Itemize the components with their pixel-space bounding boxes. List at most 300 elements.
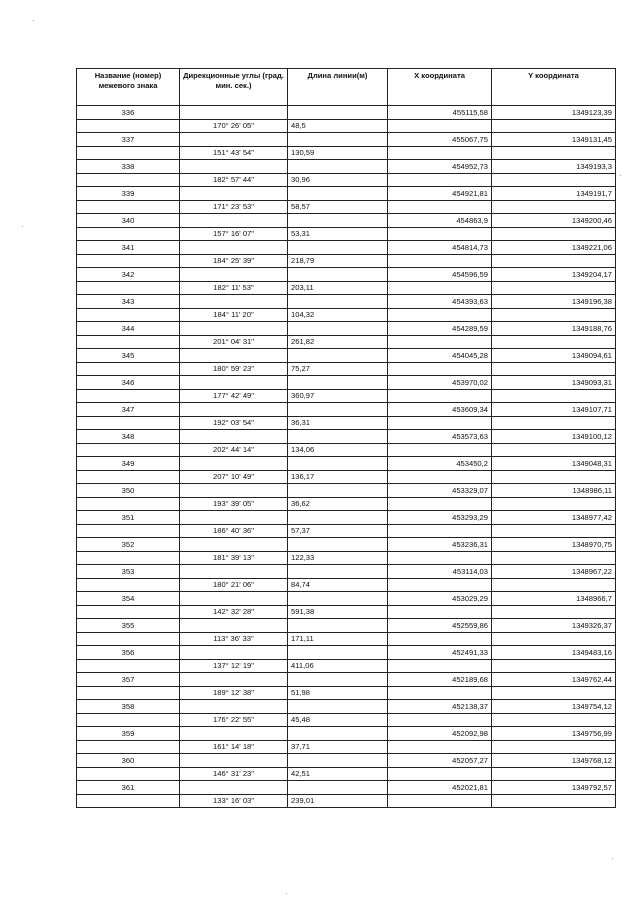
x-coordinate-cell: 453114,03 xyxy=(388,565,492,579)
marker-name-cell: 359 xyxy=(77,727,180,741)
line-length-cell: 171,11 xyxy=(288,632,388,646)
empty-cell xyxy=(77,362,180,376)
empty-cell xyxy=(492,389,616,403)
line-length-cell: 130,59 xyxy=(288,146,388,160)
point-row xyxy=(77,781,616,795)
line-length-cell: 218,79 xyxy=(288,254,388,268)
x-coordinate-cell: 453236,31 xyxy=(388,538,492,552)
empty-cell xyxy=(77,551,180,565)
empty-cell xyxy=(492,740,616,754)
empty-cell xyxy=(288,322,388,336)
empty-cell xyxy=(180,754,288,768)
empty-cell xyxy=(180,592,288,606)
line-length-cell: 591,38 xyxy=(288,605,388,619)
y-coordinate-cell: 1349483,16 xyxy=(492,646,616,660)
point-row xyxy=(77,187,616,201)
marker-name-cell: 353 xyxy=(77,565,180,579)
empty-cell xyxy=(388,686,492,700)
marker-name-cell: 348 xyxy=(77,430,180,444)
y-coordinate-cell: 1349762,44 xyxy=(492,673,616,687)
empty-cell xyxy=(388,713,492,727)
header-x-coordinate: X координата xyxy=(388,69,492,106)
empty-cell xyxy=(180,700,288,714)
marker-name-cell: 339 xyxy=(77,187,180,201)
empty-cell xyxy=(388,308,492,322)
marker-name-cell: 354 xyxy=(77,592,180,606)
x-coordinate-cell: 455115,58 xyxy=(388,106,492,120)
empty-cell xyxy=(388,605,492,619)
empty-cell xyxy=(180,403,288,417)
empty-cell xyxy=(180,322,288,336)
empty-cell xyxy=(288,349,388,363)
y-coordinate-cell: 1349768,12 xyxy=(492,754,616,768)
segment-row xyxy=(77,686,616,700)
empty-cell xyxy=(288,484,388,498)
segment-row xyxy=(77,605,616,619)
marker-name-cell: 341 xyxy=(77,241,180,255)
direction-angle-cell: 184° 11' 20" xyxy=(180,308,288,322)
marker-name-cell: 360 xyxy=(77,754,180,768)
empty-cell xyxy=(77,281,180,295)
marker-name-cell: 345 xyxy=(77,349,180,363)
point-row xyxy=(77,214,616,228)
empty-cell xyxy=(492,551,616,565)
empty-cell xyxy=(288,565,388,579)
empty-cell xyxy=(288,403,388,417)
point-row xyxy=(77,106,616,120)
empty-cell xyxy=(492,470,616,484)
empty-cell xyxy=(180,619,288,633)
empty-cell xyxy=(77,794,180,808)
segment-row xyxy=(77,578,616,592)
empty-cell xyxy=(180,376,288,390)
segment-row xyxy=(77,335,616,349)
segment-row xyxy=(77,443,616,457)
direction-angle-cell: 176° 22' 55" xyxy=(180,713,288,727)
segment-row xyxy=(77,497,616,511)
segment-row xyxy=(77,767,616,781)
x-coordinate-cell: 454596,59 xyxy=(388,268,492,282)
empty-cell xyxy=(288,646,388,660)
marker-name-cell: 357 xyxy=(77,673,180,687)
line-length-cell: 136,17 xyxy=(288,470,388,484)
x-coordinate-cell: 453293,29 xyxy=(388,511,492,525)
marker-name-cell: 337 xyxy=(77,133,180,147)
marker-name-cell: 352 xyxy=(77,538,180,552)
empty-cell xyxy=(388,632,492,646)
empty-cell xyxy=(288,673,388,687)
point-row xyxy=(77,349,616,363)
empty-cell xyxy=(77,227,180,241)
point-row xyxy=(77,619,616,633)
empty-cell xyxy=(288,106,388,120)
x-coordinate-cell: 452021,81 xyxy=(388,781,492,795)
segment-row xyxy=(77,281,616,295)
direction-angle-cell: 202° 44' 14" xyxy=(180,443,288,457)
x-coordinate-cell: 453609,34 xyxy=(388,403,492,417)
direction-angle-cell: 184° 25' 39" xyxy=(180,254,288,268)
empty-cell xyxy=(180,268,288,282)
empty-cell xyxy=(388,551,492,565)
x-coordinate-cell: 454393,63 xyxy=(388,295,492,309)
empty-cell xyxy=(77,740,180,754)
empty-cell xyxy=(492,227,616,241)
direction-angle-cell: 146° 31' 23" xyxy=(180,767,288,781)
empty-cell xyxy=(77,200,180,214)
x-coordinate-cell: 452138,37 xyxy=(388,700,492,714)
y-coordinate-cell: 1349191,7 xyxy=(492,187,616,201)
point-row xyxy=(77,565,616,579)
line-length-cell: 411,06 xyxy=(288,659,388,673)
empty-cell xyxy=(77,389,180,403)
empty-cell xyxy=(77,146,180,160)
coordinates-sheet xyxy=(76,68,615,808)
empty-cell xyxy=(180,646,288,660)
x-coordinate-cell: 454814,73 xyxy=(388,241,492,255)
x-coordinate-cell: 452559,86 xyxy=(388,619,492,633)
empty-cell xyxy=(77,497,180,511)
empty-cell xyxy=(180,727,288,741)
line-length-cell: 51,98 xyxy=(288,686,388,700)
line-length-cell: 36,62 xyxy=(288,497,388,511)
empty-cell xyxy=(288,376,388,390)
empty-cell xyxy=(492,497,616,511)
segment-row xyxy=(77,524,616,538)
empty-cell xyxy=(288,160,388,174)
marker-name-cell: 358 xyxy=(77,700,180,714)
y-coordinate-cell: 1349188,76 xyxy=(492,322,616,336)
y-coordinate-cell: 1348966,7 xyxy=(492,592,616,606)
line-length-cell: 203,11 xyxy=(288,281,388,295)
point-row xyxy=(77,376,616,390)
empty-cell xyxy=(180,133,288,147)
line-length-cell: 261,82 xyxy=(288,335,388,349)
point-row xyxy=(77,403,616,417)
empty-cell xyxy=(492,146,616,160)
empty-cell xyxy=(77,470,180,484)
x-coordinate-cell: 452189,68 xyxy=(388,673,492,687)
segment-row xyxy=(77,146,616,160)
empty-cell xyxy=(492,308,616,322)
direction-angle-cell: 182° 11' 53" xyxy=(180,281,288,295)
segment-row xyxy=(77,632,616,646)
empty-cell xyxy=(492,767,616,781)
x-coordinate-cell: 452092,98 xyxy=(388,727,492,741)
marker-name-cell: 342 xyxy=(77,268,180,282)
table-body xyxy=(77,106,616,808)
point-row xyxy=(77,484,616,498)
segment-row xyxy=(77,119,616,133)
x-coordinate-cell: 455067,75 xyxy=(388,133,492,147)
empty-cell xyxy=(180,457,288,471)
line-length-cell: 134,06 xyxy=(288,443,388,457)
point-row xyxy=(77,133,616,147)
empty-cell xyxy=(180,538,288,552)
empty-cell xyxy=(77,578,180,592)
header-direction-angle: Дирекционные углы (град. мин. сек.) xyxy=(180,69,288,106)
segment-row xyxy=(77,362,616,376)
y-coordinate-cell: 1348970,75 xyxy=(492,538,616,552)
point-row xyxy=(77,592,616,606)
empty-cell xyxy=(180,565,288,579)
empty-cell xyxy=(388,497,492,511)
empty-cell xyxy=(77,119,180,133)
point-row xyxy=(77,727,616,741)
empty-cell xyxy=(180,295,288,309)
empty-cell xyxy=(77,524,180,538)
empty-cell xyxy=(180,484,288,498)
y-coordinate-cell: 1349754,12 xyxy=(492,700,616,714)
direction-angle-cell: 180° 59' 23" xyxy=(180,362,288,376)
empty-cell xyxy=(288,754,388,768)
empty-cell xyxy=(388,254,492,268)
segment-row xyxy=(77,173,616,187)
direction-angle-cell: 171° 23' 53" xyxy=(180,200,288,214)
y-coordinate-cell: 1349107,71 xyxy=(492,403,616,417)
y-coordinate-cell: 1349756,99 xyxy=(492,727,616,741)
direction-angle-cell: 186° 40' 36" xyxy=(180,524,288,538)
empty-cell xyxy=(388,281,492,295)
segment-row xyxy=(77,416,616,430)
x-coordinate-cell: 454921,81 xyxy=(388,187,492,201)
segment-row xyxy=(77,254,616,268)
empty-cell xyxy=(180,349,288,363)
line-length-cell: 122,33 xyxy=(288,551,388,565)
marker-name-cell: 351 xyxy=(77,511,180,525)
empty-cell xyxy=(77,308,180,322)
empty-cell xyxy=(288,133,388,147)
x-coordinate-cell: 452057,27 xyxy=(388,754,492,768)
line-length-cell: 84,74 xyxy=(288,578,388,592)
y-coordinate-cell: 1349123,39 xyxy=(492,106,616,120)
empty-cell xyxy=(288,619,388,633)
scan-speck xyxy=(286,893,287,894)
empty-cell xyxy=(77,659,180,673)
segment-row xyxy=(77,389,616,403)
empty-cell xyxy=(77,632,180,646)
y-coordinate-cell: 1349193,3 xyxy=(492,160,616,174)
x-coordinate-cell: 453329,07 xyxy=(388,484,492,498)
y-coordinate-cell: 1349200,46 xyxy=(492,214,616,228)
point-row xyxy=(77,511,616,525)
x-coordinate-cell: 453970,02 xyxy=(388,376,492,390)
empty-cell xyxy=(77,605,180,619)
table-header-row xyxy=(77,69,616,106)
y-coordinate-cell: 1349100,12 xyxy=(492,430,616,444)
empty-cell xyxy=(288,214,388,228)
segment-row xyxy=(77,227,616,241)
direction-angle-cell: 207° 10' 49" xyxy=(180,470,288,484)
empty-cell xyxy=(180,187,288,201)
empty-cell xyxy=(77,686,180,700)
y-coordinate-cell: 1349131,45 xyxy=(492,133,616,147)
y-coordinate-cell: 1349048,31 xyxy=(492,457,616,471)
line-length-cell: 36,31 xyxy=(288,416,388,430)
empty-cell xyxy=(388,470,492,484)
header-line-length: Длина линии(м) xyxy=(288,69,388,106)
marker-name-cell: 338 xyxy=(77,160,180,174)
empty-cell xyxy=(77,173,180,187)
empty-cell xyxy=(288,727,388,741)
marker-name-cell: 361 xyxy=(77,781,180,795)
empty-cell xyxy=(492,632,616,646)
segment-row xyxy=(77,470,616,484)
boundary-coordinates-table xyxy=(76,68,616,808)
direction-angle-cell: 180° 21' 06" xyxy=(180,578,288,592)
empty-cell xyxy=(288,295,388,309)
header-marker-name: Название (номер) межевого знака xyxy=(77,69,180,106)
marker-name-cell: 350 xyxy=(77,484,180,498)
marker-name-cell: 356 xyxy=(77,646,180,660)
marker-name-cell: 343 xyxy=(77,295,180,309)
y-coordinate-cell: 1349093,31 xyxy=(492,376,616,390)
line-length-cell: 42,51 xyxy=(288,767,388,781)
direction-angle-cell: 161° 14' 18" xyxy=(180,740,288,754)
empty-cell xyxy=(180,430,288,444)
empty-cell xyxy=(388,416,492,430)
x-coordinate-cell: 453573,63 xyxy=(388,430,492,444)
empty-cell xyxy=(288,187,388,201)
empty-cell xyxy=(492,794,616,808)
empty-cell xyxy=(288,700,388,714)
point-row xyxy=(77,700,616,714)
x-coordinate-cell: 454289,59 xyxy=(388,322,492,336)
empty-cell xyxy=(388,389,492,403)
direction-angle-cell: 192° 03' 54" xyxy=(180,416,288,430)
empty-cell xyxy=(388,146,492,160)
segment-row xyxy=(77,740,616,754)
line-length-cell: 58,57 xyxy=(288,200,388,214)
empty-cell xyxy=(288,430,388,444)
y-coordinate-cell: 1349792,57 xyxy=(492,781,616,795)
empty-cell xyxy=(388,335,492,349)
empty-cell xyxy=(180,106,288,120)
empty-cell xyxy=(492,605,616,619)
empty-cell xyxy=(492,578,616,592)
segment-row xyxy=(77,659,616,673)
empty-cell xyxy=(288,781,388,795)
scan-speck xyxy=(22,226,23,227)
marker-name-cell: 346 xyxy=(77,376,180,390)
x-coordinate-cell: 453029,29 xyxy=(388,592,492,606)
direction-angle-cell: 113° 36' 33" xyxy=(180,632,288,646)
marker-name-cell: 344 xyxy=(77,322,180,336)
empty-cell xyxy=(388,659,492,673)
point-row xyxy=(77,754,616,768)
point-row xyxy=(77,295,616,309)
empty-cell xyxy=(288,538,388,552)
x-coordinate-cell: 452491,33 xyxy=(388,646,492,660)
line-length-cell: 360,97 xyxy=(288,389,388,403)
line-length-cell: 75,27 xyxy=(288,362,388,376)
scan-speck xyxy=(33,20,34,21)
empty-cell xyxy=(388,362,492,376)
empty-cell xyxy=(77,767,180,781)
segment-row xyxy=(77,713,616,727)
empty-cell xyxy=(77,713,180,727)
empty-cell xyxy=(288,268,388,282)
empty-cell xyxy=(492,200,616,214)
line-length-cell: 48,5 xyxy=(288,119,388,133)
direction-angle-cell: 142° 32' 28" xyxy=(180,605,288,619)
empty-cell xyxy=(492,713,616,727)
direction-angle-cell: 157° 16' 07" xyxy=(180,227,288,241)
line-length-cell: 53,31 xyxy=(288,227,388,241)
marker-name-cell: 347 xyxy=(77,403,180,417)
empty-cell xyxy=(180,511,288,525)
scan-speck xyxy=(620,175,621,176)
empty-cell xyxy=(492,686,616,700)
x-coordinate-cell: 454952,73 xyxy=(388,160,492,174)
direction-angle-cell: 182° 57' 44" xyxy=(180,173,288,187)
empty-cell xyxy=(492,524,616,538)
empty-cell xyxy=(180,781,288,795)
empty-cell xyxy=(180,673,288,687)
y-coordinate-cell: 1348977,42 xyxy=(492,511,616,525)
direction-angle-cell: 151° 43' 54" xyxy=(180,146,288,160)
empty-cell xyxy=(388,740,492,754)
direction-angle-cell: 189° 12' 38" xyxy=(180,686,288,700)
empty-cell xyxy=(388,794,492,808)
direction-angle-cell: 181° 39' 13" xyxy=(180,551,288,565)
segment-row xyxy=(77,200,616,214)
empty-cell xyxy=(288,511,388,525)
line-length-cell: 104,32 xyxy=(288,308,388,322)
empty-cell xyxy=(492,173,616,187)
empty-cell xyxy=(388,524,492,538)
marker-name-cell: 336 xyxy=(77,106,180,120)
marker-name-cell: 340 xyxy=(77,214,180,228)
direction-angle-cell: 170° 26' 05" xyxy=(180,119,288,133)
marker-name-cell: 355 xyxy=(77,619,180,633)
line-length-cell: 239,01 xyxy=(288,794,388,808)
line-length-cell: 30,96 xyxy=(288,173,388,187)
empty-cell xyxy=(77,416,180,430)
empty-cell xyxy=(492,416,616,430)
direction-angle-cell: 201° 04' 31" xyxy=(180,335,288,349)
direction-angle-cell: 193° 39' 05" xyxy=(180,497,288,511)
segment-row xyxy=(77,794,616,808)
segment-row xyxy=(77,308,616,322)
scan-speck xyxy=(603,592,604,593)
x-coordinate-cell: 453450,2 xyxy=(388,457,492,471)
point-row xyxy=(77,322,616,336)
point-row xyxy=(77,241,616,255)
x-coordinate-cell: 454045,28 xyxy=(388,349,492,363)
direction-angle-cell: 137° 12' 19" xyxy=(180,659,288,673)
y-coordinate-cell: 1349326,37 xyxy=(492,619,616,633)
empty-cell xyxy=(492,281,616,295)
y-coordinate-cell: 1349221,06 xyxy=(492,241,616,255)
point-row xyxy=(77,160,616,174)
empty-cell xyxy=(288,457,388,471)
empty-cell xyxy=(77,254,180,268)
empty-cell xyxy=(388,767,492,781)
empty-cell xyxy=(77,335,180,349)
empty-cell xyxy=(288,241,388,255)
line-length-cell: 45,48 xyxy=(288,713,388,727)
y-coordinate-cell: 1349094,61 xyxy=(492,349,616,363)
x-coordinate-cell: 454863,9 xyxy=(388,214,492,228)
point-row xyxy=(77,268,616,282)
segment-row xyxy=(77,551,616,565)
line-length-cell: 37,71 xyxy=(288,740,388,754)
empty-cell xyxy=(180,241,288,255)
y-coordinate-cell: 1349204,17 xyxy=(492,268,616,282)
empty-cell xyxy=(180,214,288,228)
line-length-cell: 57,37 xyxy=(288,524,388,538)
empty-cell xyxy=(388,227,492,241)
